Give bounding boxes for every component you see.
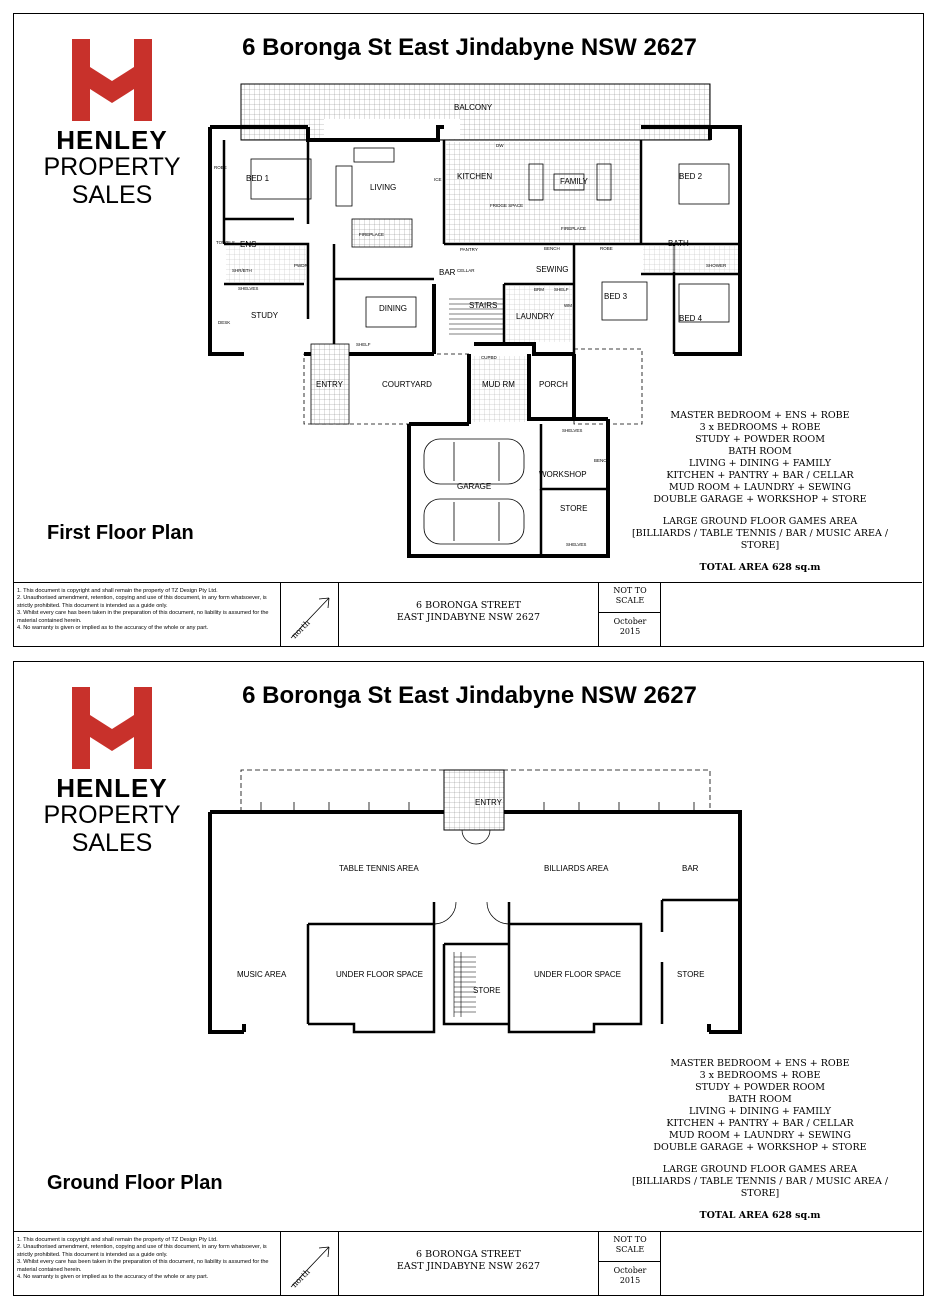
logo-property: PROPERTY	[43, 153, 181, 181]
summary-line: MUD ROOM + LAUNDRY + SEWING	[669, 482, 851, 493]
room-store-1: STORE	[473, 986, 501, 995]
label-shelf: SHELF	[554, 287, 569, 292]
copyright-notes	[17, 588, 279, 632]
label-pwdr: PWDR	[294, 263, 308, 268]
label-dw: DW	[496, 143, 504, 148]
scale-line-2: SCALE	[615, 596, 645, 605]
address-cell	[338, 583, 598, 646]
logo-property: PROPERTY	[43, 801, 181, 829]
total-area: TOTAL AREA 628 sq.m	[699, 562, 821, 573]
note-line: 1. This document is copyright and shall remain the property of TZ Design Pty Ltd.	[17, 1237, 218, 1243]
date-year: 2015	[619, 627, 641, 636]
area-summary	[615, 410, 905, 574]
label-bench: BENCH	[544, 246, 560, 251]
summary-line: DOUBLE GARAGE + WORKSHOP + STORE	[653, 1142, 867, 1153]
north-arrow-icon	[281, 583, 339, 646]
note-line: 4. No warranty is given or implied as to the accuracy of the whole or any part.	[17, 1274, 209, 1281]
logo-sales: SALES	[71, 829, 153, 857]
north-arrow-icon	[281, 1232, 339, 1295]
room-bed2: BED 2	[679, 172, 703, 181]
label-fireplace-2: FIREPLACE	[561, 226, 587, 231]
copyright-notes	[17, 1237, 279, 1281]
label-wm: WM	[564, 303, 572, 308]
scale-line-2: SCALE	[615, 1245, 645, 1254]
room-porch: PORCH	[539, 380, 568, 389]
floor-plan-sheet-first	[13, 13, 924, 647]
label-shr-bth: SHR/BTH	[232, 268, 252, 273]
plan-label: First Floor Plan	[47, 522, 194, 544]
logo-henley: HENLEY	[56, 125, 168, 155]
blank-cell	[660, 583, 923, 646]
summary-line: MASTER BEDROOM + ENS + ROBE	[670, 1058, 850, 1069]
summary-line: STUDY + POWDER ROOM	[695, 434, 825, 445]
note-line: 2. Unauthorised amendment, retention, copying and use of this document, in any form whatsoever, is strictly prohibited. This document is intended as a guide only.	[17, 595, 267, 609]
room-living: LIVING	[370, 183, 397, 192]
address-cell	[338, 1232, 598, 1295]
address-line-2: EAST JINDABYNE NSW 2627	[396, 612, 541, 623]
summary-line: LIVING + DINING + FAMILY	[689, 458, 831, 469]
scale-line-1: NOT TO	[613, 1235, 647, 1244]
room-bed4: BED 4	[679, 314, 703, 323]
label-shower: SHOWER	[706, 263, 727, 268]
title-block	[14, 582, 922, 646]
summary-line: [BILLIARDS / TABLE TENNIS / BAR / MUSIC AREA / STORE]	[631, 528, 889, 551]
summary-line: 3 x BEDROOMS + ROBE	[699, 422, 821, 433]
room-mud-rm: MUD RM	[482, 380, 515, 389]
room-bed3: BED 3	[604, 292, 628, 301]
room-dining: DINING	[379, 304, 407, 313]
address-line-1: 6 BORONGA STREET	[416, 1249, 521, 1260]
room-table-tennis: TABLE TENNIS AREA	[339, 864, 419, 873]
label-ice: ICE	[434, 177, 442, 182]
room-under-floor-1: UNDER FLOOR SPACE	[336, 970, 423, 979]
scale-date-cell	[598, 583, 661, 646]
summary-line: LARGE GROUND FLOOR GAMES AREA	[662, 516, 858, 527]
plan-label: Ground Floor Plan	[47, 1172, 223, 1194]
room-laundry: LAUNDRY	[516, 312, 555, 321]
summary-line: BATH ROOM	[728, 1094, 792, 1105]
page-title: 6 Boronga St East Jindabyne NSW 2627	[242, 682, 697, 709]
label-towels: TOWELS	[216, 240, 235, 245]
room-store-2: STORE	[677, 970, 705, 979]
address-line-1: 6 BORONGA STREET	[416, 600, 521, 611]
north-label: north	[289, 618, 312, 641]
room-under-floor-2: UNDER FLOOR SPACE	[534, 970, 621, 979]
summary-line: BATH ROOM	[728, 446, 792, 457]
north-arrow-cell	[280, 1232, 339, 1295]
note-line: 2. Unauthorised amendment, retention, copying and use of this document, in any form whatsoever, is strictly prohibited. This document is intended as a guide only.	[17, 1244, 267, 1258]
summary-line: MUD ROOM + LAUNDRY + SEWING	[669, 1130, 851, 1141]
label-fireplace: FIREPLACE	[359, 232, 385, 237]
room-bed1: BED 1	[246, 174, 270, 183]
summary-line: MASTER BEDROOM + ENS + ROBE	[670, 410, 850, 421]
room-sewing: SEWING	[536, 265, 569, 274]
room-workshop: WORKSHOP	[539, 470, 587, 479]
address-line-2: EAST JINDABYNE NSW 2627	[396, 1261, 541, 1272]
room-entry: ENTRY	[316, 380, 343, 389]
date-year: 2015	[619, 1276, 641, 1285]
summary-line: DOUBLE GARAGE + WORKSHOP + STORE	[653, 494, 867, 505]
summary-line: STUDY + POWDER ROOM	[695, 1082, 825, 1093]
room-music: MUSIC AREA	[237, 970, 287, 979]
area-summary	[615, 1058, 905, 1222]
label-robe-2: ROBE	[600, 246, 613, 251]
label-bench-2: BENCH	[594, 458, 610, 463]
label-cellar: CELLAR	[457, 268, 475, 273]
label-fridge: FRIDGE SPACE	[490, 203, 524, 208]
page-title: 6 Boronga St East Jindabyne NSW 2627	[242, 34, 697, 61]
room-bar: BAR	[439, 268, 456, 277]
room-courtyard: COURTYARD	[382, 380, 432, 389]
room-bar: BAR	[682, 864, 699, 873]
logo-sales: SALES	[71, 181, 153, 209]
summary-line: LARGE GROUND FLOOR GAMES AREA	[662, 1164, 858, 1175]
date-month: October	[613, 1266, 647, 1275]
label-cupbd: CUPBD	[481, 355, 497, 360]
summary-line: KITCHEN + PANTRY + BAR / CELLAR	[666, 1118, 854, 1129]
summary-line: LIVING + DINING + FAMILY	[689, 1106, 831, 1117]
floor-plan-sheet-ground	[13, 661, 924, 1296]
blank-cell	[660, 1232, 923, 1295]
note-line: 3. Whilst every care has been taken in the preparation of this document, no liability is assumed for the material contained herein.	[17, 1259, 269, 1273]
summary-line: 3 x BEDROOMS + ROBE	[699, 1070, 821, 1081]
summary-line: KITCHEN + PANTRY + BAR / CELLAR	[666, 470, 854, 481]
room-balcony: BALCONY	[454, 103, 493, 112]
label-shelves-3: SHELVES	[566, 542, 587, 547]
room-stairs: STAIRS	[469, 301, 498, 310]
label-desk: DESK	[218, 320, 231, 325]
note-line: 1. This document is copyright and shall remain the property of TZ Design Pty Ltd.	[17, 588, 218, 594]
room-entry: ENTRY	[475, 798, 502, 807]
label-shelves-2: SHELVES	[562, 428, 583, 433]
room-store: STORE	[560, 504, 588, 513]
title-block	[14, 1231, 922, 1295]
logo-henley: HENLEY	[56, 773, 168, 803]
room-kitchen: KITCHEN	[457, 172, 493, 181]
north-label: north	[289, 1267, 312, 1290]
room-family: FAMILY	[560, 177, 588, 186]
label-brm: BRM	[534, 287, 544, 292]
room-study: STUDY	[251, 311, 279, 320]
room-bath: BATH	[668, 239, 689, 248]
scale-line-1: NOT TO	[613, 586, 647, 595]
note-line: 3. Whilst every care has been taken in the preparation of this document, no liability is assumed for the material contained herein.	[17, 610, 269, 624]
total-area: TOTAL AREA 628 sq.m	[699, 1210, 821, 1221]
label-robe: ROBE	[214, 165, 227, 170]
label-pantry: PANTRY	[460, 247, 478, 252]
label-shelves: SHELVES	[238, 286, 259, 291]
summary-line: [BILLIARDS / TABLE TENNIS / BAR / MUSIC AREA / STORE]	[631, 1176, 889, 1199]
scale-date-cell	[598, 1232, 661, 1295]
date-month: October	[613, 617, 647, 626]
room-billiards: BILLIARDS AREA	[544, 864, 609, 873]
north-arrow-cell	[280, 583, 339, 646]
room-ens: ENS	[240, 240, 257, 249]
note-line: 4. No warranty is given or implied as to the accuracy of the whole or any part.	[17, 625, 209, 632]
label-shelf-2: SHELF	[356, 342, 371, 347]
room-garage: GARAGE	[457, 482, 492, 491]
